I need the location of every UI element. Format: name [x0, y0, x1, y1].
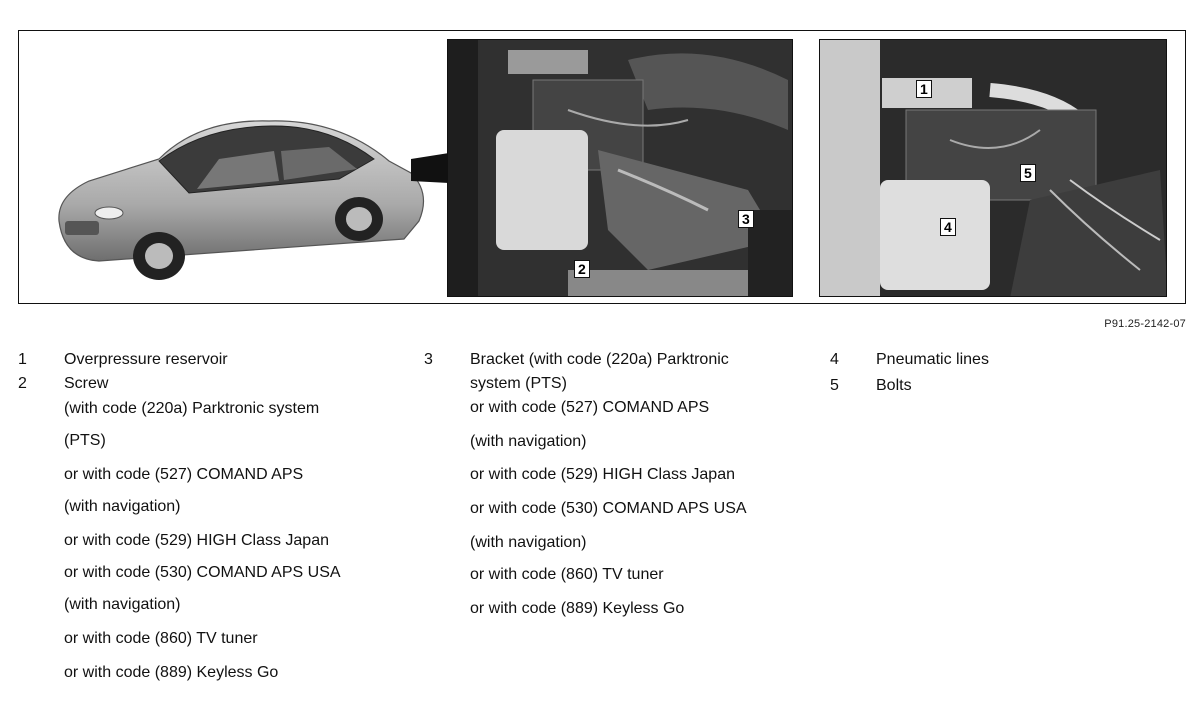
- legend-line: (with code (220a) Parktronic system: [64, 400, 320, 417]
- legend-column-1: [18, 348, 398, 686]
- legend-line: (with navigation): [64, 498, 181, 515]
- legend-line: or with code (860) TV tuner: [64, 630, 258, 647]
- legend-line: (with navigation): [470, 534, 587, 551]
- legend-title: Overpressure reservoir: [64, 351, 228, 368]
- legend-line: or with code (530) COMAND APS USA: [470, 500, 747, 517]
- legend-title: Bracket (with code (220a) Parktronic system (PTS): [470, 351, 729, 392]
- legend-number: 5: [830, 377, 839, 394]
- legend-number: 4: [830, 351, 839, 368]
- legend-line: or with code (527) COMAND APS: [64, 466, 304, 483]
- callout-2: 2: [574, 260, 590, 278]
- callout-5: 5: [1020, 164, 1036, 182]
- legend-line: or with code (529) HIGH Class Japan: [470, 466, 735, 483]
- legend-line: (with navigation): [64, 596, 181, 613]
- legend-column-3: [830, 348, 1170, 398]
- figure-frame: [18, 30, 1186, 304]
- legend-column-2: [424, 348, 804, 622]
- car-illustration: [39, 101, 449, 301]
- legend-item-4: [830, 348, 1170, 372]
- legend-item-3: [424, 348, 804, 622]
- legend-number: 2: [18, 375, 27, 392]
- legend-line: (with navigation): [470, 433, 587, 450]
- callout-4: 4: [940, 218, 956, 236]
- legend-title: Screw: [64, 375, 109, 392]
- legend-number: 1: [18, 351, 27, 368]
- legend-number: 3: [424, 351, 433, 368]
- photo-installation-left: [447, 39, 793, 297]
- legend-line: (PTS): [64, 432, 106, 449]
- figure-code: P91.25-2142-07: [1104, 318, 1186, 330]
- callout-3: 3: [738, 210, 754, 228]
- callout-1: 1: [916, 80, 932, 98]
- legend-title: Pneumatic lines: [876, 351, 989, 368]
- legend-line: or with code (527) COMAND APS: [470, 399, 710, 416]
- legend-line: or with code (889) Keyless Go: [470, 600, 685, 617]
- legend-item-1: [18, 348, 398, 372]
- legend-line: or with code (860) TV tuner: [470, 566, 664, 583]
- legend-item-5: [830, 374, 1170, 398]
- legend-line: or with code (530) COMAND APS USA: [64, 564, 341, 581]
- legend-line: or with code (529) HIGH Class Japan: [64, 532, 329, 549]
- legend-line: or with code (889) Keyless Go: [64, 664, 279, 681]
- photo-installation-right: [819, 39, 1167, 297]
- legend-title: Bolts: [876, 377, 912, 394]
- legend-item-2: [18, 372, 398, 686]
